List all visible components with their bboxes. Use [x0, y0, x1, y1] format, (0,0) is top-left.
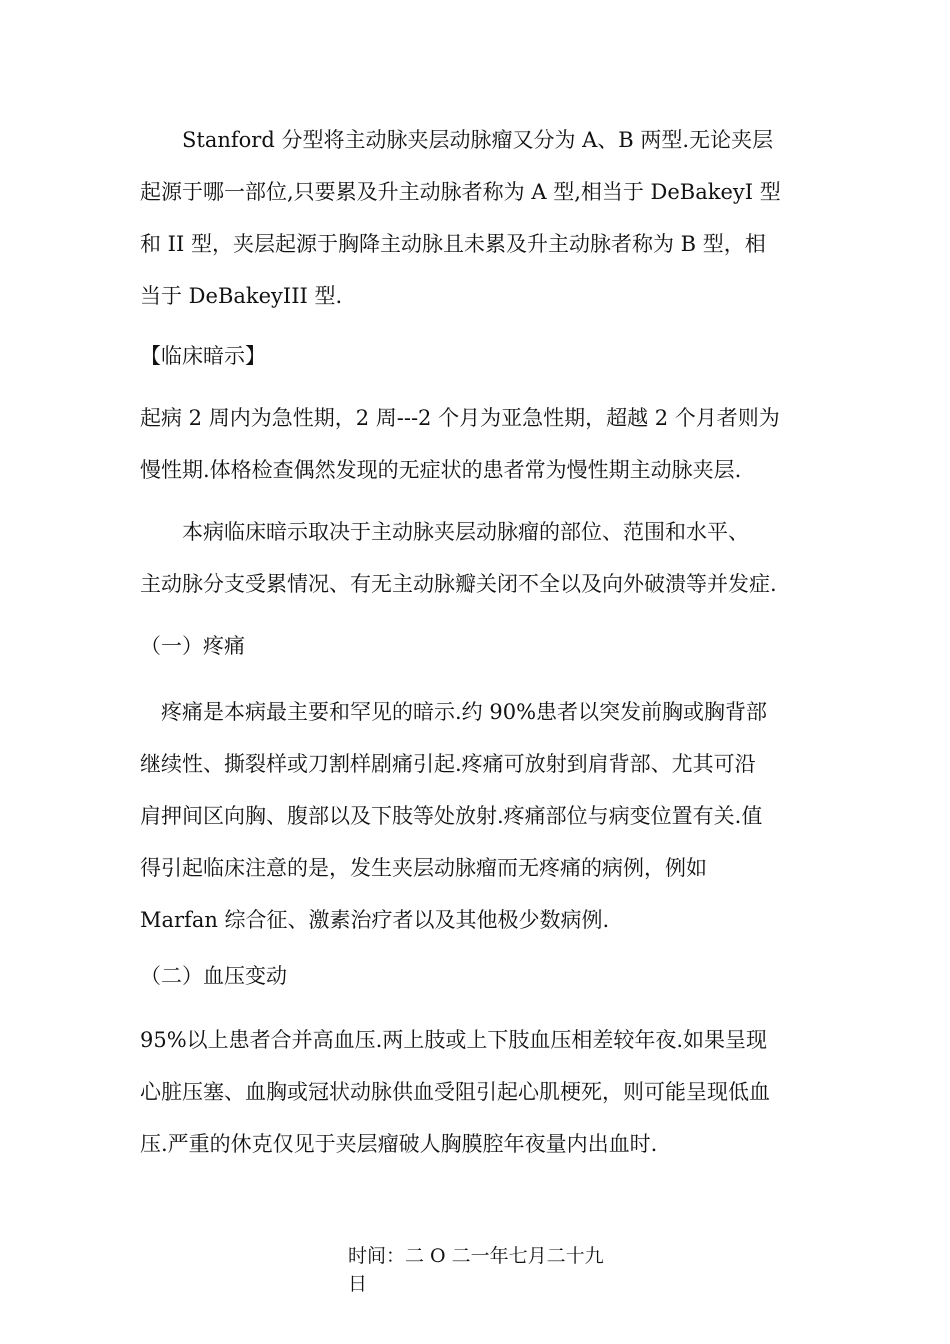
text-line: Marfan 综合征、激素治疗者以及其他极少数病例. [140, 908, 610, 932]
paragraph-disease-phases [140, 392, 820, 496]
text-line: 本病临床暗示取决于主动脉夹层动脉瘤的部位、范围和水平、 [140, 520, 749, 544]
paragraph-clinical-determinants [140, 506, 820, 610]
text-line: 继续性、撕裂样或刀割样剧痛引起.疼痛可放射到肩背部、尤其可沿 [140, 752, 756, 776]
text-line: 当于 DeBakeyIII 型. [140, 284, 343, 308]
text-line: Stanford 分型将主动脉夹层动脉瘤又分为 A、B 两型.无论夹层 [140, 128, 774, 152]
text-line: 肩押间区向胸、腹部以及下肢等处放射.疼痛部位与病变位置有关.值 [140, 804, 763, 828]
text-line: 心脏压塞、血胸或冠状动脉供血受阻引起心肌梗死，则可能呈现低血 [140, 1080, 770, 1104]
paragraph-blood-pressure [140, 1014, 820, 1170]
footer-line: 时间：二 O 二一年七月二十九 [348, 1245, 604, 1267]
text-line: 主动脉分支受累情况、有无主动脉瓣关闭不全以及向外破溃等并发症. [140, 572, 777, 596]
text-line: 得引起临床注意的是，发生夹层动脉瘤而无疼痛的病例，例如 [140, 856, 707, 880]
paragraph-pain [140, 686, 820, 946]
section-heading: 【临床暗示】 [140, 344, 266, 368]
heading-blood-pressure [140, 950, 820, 1002]
text-line: 起病 2 周内为急性期，2 周---2 个月为亚急性期，超越 2 个月者则为 [140, 406, 780, 430]
text-line: 起源于哪一部位,只要累及升主动脉者称为 A 型,相当于 DeBakeyI 型 [140, 180, 781, 204]
text-line: 疼痛是本病最主要和罕见的暗示.约 90%患者以突发前胸或胸背部 [140, 700, 768, 724]
text-line: 慢性期.体格检查偶然发现的无症状的患者常为慢性期主动脉夹层. [140, 458, 742, 482]
heading-clinical-signs [140, 330, 820, 382]
footer-date [348, 1242, 608, 1298]
paragraph-stanford-classification [140, 114, 820, 322]
section-heading: （二）血压变动 [140, 964, 287, 988]
text-line: 和 II 型，夹层起源于胸降主动脉且未累及升主动脉者称为 B 型，相 [140, 232, 766, 256]
text-line: 95%以上患者合并高血压.两上肢或上下肢血压相差较年夜.如果呈现 [140, 1028, 768, 1052]
text-line: 压.严重的休克仅见于夹层瘤破人胸膜腔年夜量内出血时. [140, 1132, 658, 1156]
section-heading: （一）疼痛 [140, 634, 245, 658]
heading-pain [140, 620, 820, 672]
footer-line: 日 [348, 1273, 368, 1295]
